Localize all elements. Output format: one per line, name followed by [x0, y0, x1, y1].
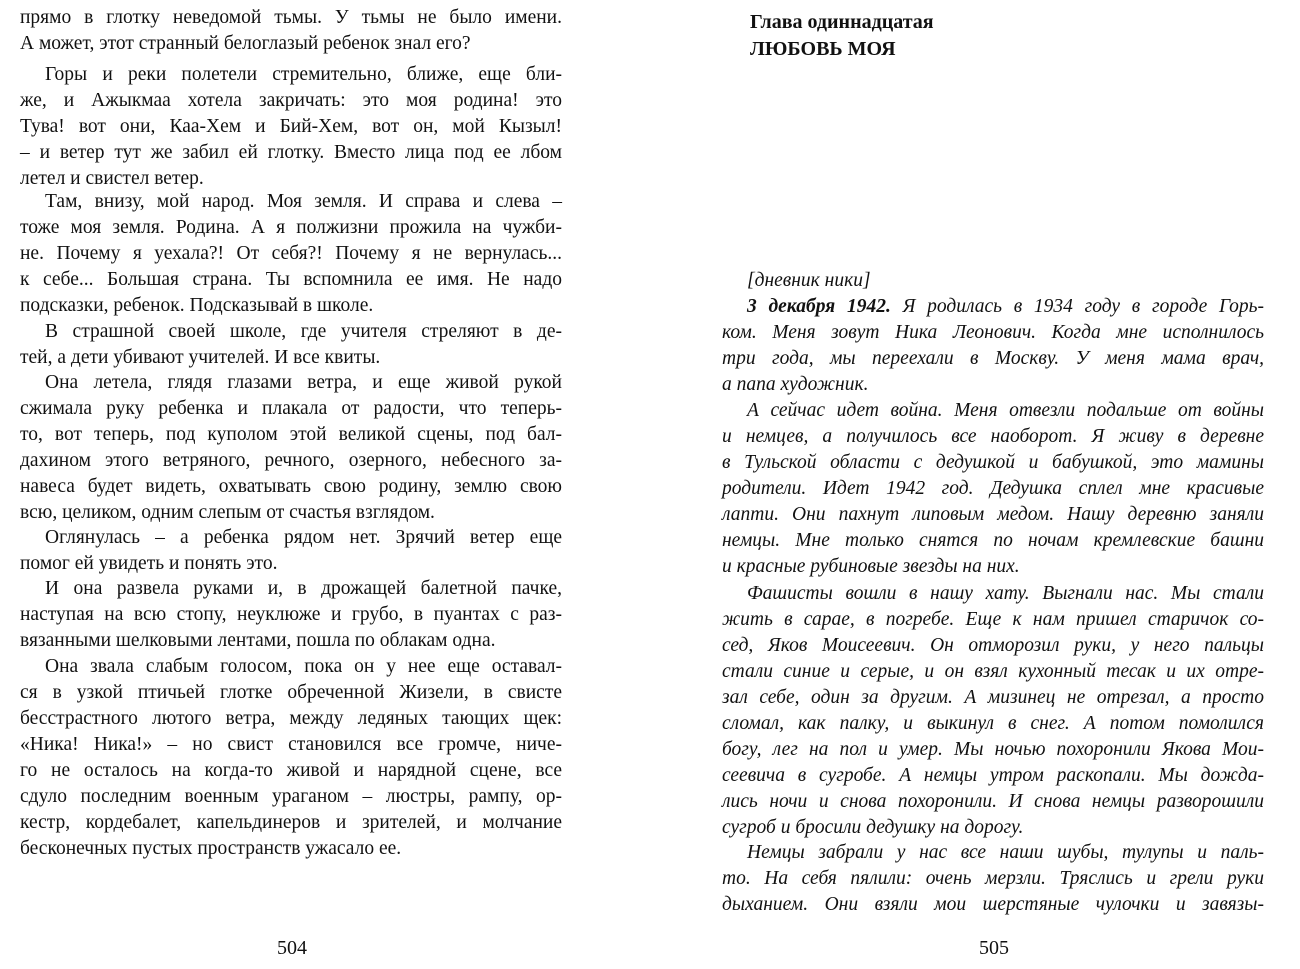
text-line: Оглянулась – а ребенка рядом нет. Зрячий ветер еще — [45, 527, 562, 548]
text-line: – и ветер тут же забил ей глотку. Вместо лица под ее лбом — [20, 142, 562, 163]
text-line: богу, лег на пол и умер. Мы ночью похоронили Якова Мои- — [722, 739, 1264, 760]
right-page — [650, 0, 1300, 969]
text-line: И она развела руками и, в дрожащей балетной пачке, — [45, 578, 562, 599]
text-line: зал себе, один за другим. А мизинец не отрезал, а просто — [722, 687, 1264, 708]
text-line: дыханием. Они взяли мои шерстяные чулочки и завязы- — [722, 894, 1264, 915]
text-line: всю, целиком, одним слепым от счастья взглядом. — [20, 502, 435, 523]
text-line: Фашисты вошли в нашу хату. Выгнали нас. Мы стали — [747, 583, 1264, 604]
text-line: то. На себя пялили: очень мерзли. Тряслись и грели руки — [722, 868, 1264, 889]
page-number: 504 — [277, 937, 307, 959]
text-line: Тува! вот они, Каа-Хем и Бий-Хем, вот он, мой Кызыл! — [20, 116, 562, 137]
text-line: лись ночи и снова похоронили. И снова немцы разворошили — [722, 791, 1264, 812]
diary-entry-first-line — [747, 294, 1264, 320]
text-line: к себе... Большая страна. Ты вспомнила ее имя. Не надо — [20, 269, 562, 290]
text-line: Она летела, глядя глазами ветра, и еще живой рукой — [45, 372, 562, 393]
text-line: «Ника! Ника!» – но свист становился все громче, ниче- — [20, 734, 562, 755]
text-line: Немцы забрали у нас все наши шубы, тулупы и паль- — [747, 842, 1264, 863]
text-line: в Тульской области с дедушкой и бабушкой, это мамины — [722, 452, 1264, 473]
text-line: ком. Меня зовут Ника Леонович. Когда мне исполнилось — [722, 322, 1264, 343]
text-line: тоже моя земля. Родина. А я полжизни прожила на чужби- — [20, 217, 562, 238]
text-line: сломал, как палку, и выкинул в снег. А потом помолился — [722, 713, 1264, 734]
text-line: навеса будет видеть, охватывать свою родину, землю свою — [20, 476, 562, 497]
text-line: го не осталось на когда-то живой и нарядной сцене, все — [20, 760, 562, 781]
text-line: тей, а дети убивают учителей. И все квиты. — [20, 347, 381, 368]
text-line: сед, Яков Моисеевич. Он отморозил руки, у него пальцы — [722, 635, 1264, 656]
text-line: ся в узкой птичьей глотке обреченной Жизели, в свисте — [20, 682, 562, 703]
text-line: вязанными шелковыми лентами, пошла по облакам одна. — [20, 630, 496, 651]
text-line: родители. Идет 1942 год. Дедушка сплел мне красивые — [722, 478, 1264, 499]
text-line: стали синие и серые, и он взял кухонный тесак и их отре- — [722, 661, 1264, 682]
text-line: прямо в глотку неведомой тьмы. У тьмы не было имени. — [20, 7, 562, 28]
text-line: подсказки, ребенок. Подсказывай в школе. — [20, 295, 374, 316]
text-line: кестр, кордебалет, капельдинеров и зрителей, и молчание — [20, 812, 562, 833]
text-line: бесконечных пустых пространств ужасало ее. — [20, 838, 402, 859]
text-line: А может, этот странный белоглазый ребенок знал его? — [20, 33, 471, 54]
text-line: и немцев, а получилось все наоборот. Я живу в деревне — [722, 426, 1264, 447]
text-line: сеевича в сугробе. А немцы утром раскопали. Мы дожда- — [722, 765, 1264, 786]
text-line: бесстрастного лютого ветра, между ледяных тающих щек: — [20, 708, 562, 729]
text-line: наступая на всю стопу, неуклюже и грубо, в пуантах с раз- — [20, 604, 562, 625]
text-line: дахином этого ветряного, речного, озерного, небесного за- — [20, 450, 562, 471]
chapter-label: Глава одиннадцатая — [750, 11, 934, 33]
chapter-title: ЛЮБОВЬ МОЯ — [750, 38, 896, 60]
text-line: немцы. Мне только снятся по ночам кремлевские башни — [722, 530, 1264, 551]
text-line: сдуло последним военным ураганом – люстры, рампу, ор- — [20, 786, 562, 807]
entry-date: 3 декабря 1942. — [747, 296, 891, 317]
text-line: сжимала руку ребенка и плакала от радости, что теперь- — [20, 398, 562, 419]
text-line: помог ей увидеть и понять это. — [20, 553, 278, 574]
entry-text: Я родилась в 1934 году в городе Горь- — [890, 296, 1264, 317]
text-line: а папа художник. — [722, 374, 869, 395]
text-line: Там, внизу, мой народ. Моя земля. И справа и слева – — [45, 191, 562, 212]
text-line: и красные рубиновые звезды на них. — [722, 556, 1020, 577]
text-line: Горы и реки полетели стремительно, ближе, еще бли- — [45, 64, 562, 85]
text-line: же, и Ажыкмаа хотела закричать: это моя родина! это — [20, 90, 562, 111]
text-line: летел и свистел ветер. — [20, 168, 204, 189]
text-line: А сейчас идет война. Меня отвезли подальше от войны — [747, 400, 1264, 421]
text-line: не. Почему я уехала?! От себя?! Почему я не вернулась... — [20, 243, 562, 264]
page-number: 505 — [979, 937, 1009, 959]
text-line: В страшной своей школе, где учителя стреляют в де- — [45, 321, 562, 342]
text-line: то, вот теперь, под куполом этой великой сцены, под бал- — [20, 424, 562, 445]
text-line: сугроб и бросили дедушку на дорогу. — [722, 817, 1024, 838]
text-line: лапти. Они пахнут липовым медом. Нашу деревню заняли — [722, 504, 1264, 525]
text-line: жить в сарае, в погребе. Еще к нам пришел старичок со- — [722, 609, 1264, 630]
text-line: три года, мы переехали в Москву. У меня мама врач, — [722, 348, 1264, 369]
diary-label: [дневник ники] — [747, 270, 871, 291]
text-line: Она звала слабым голосом, пока он у нее еще оставал- — [45, 656, 562, 677]
